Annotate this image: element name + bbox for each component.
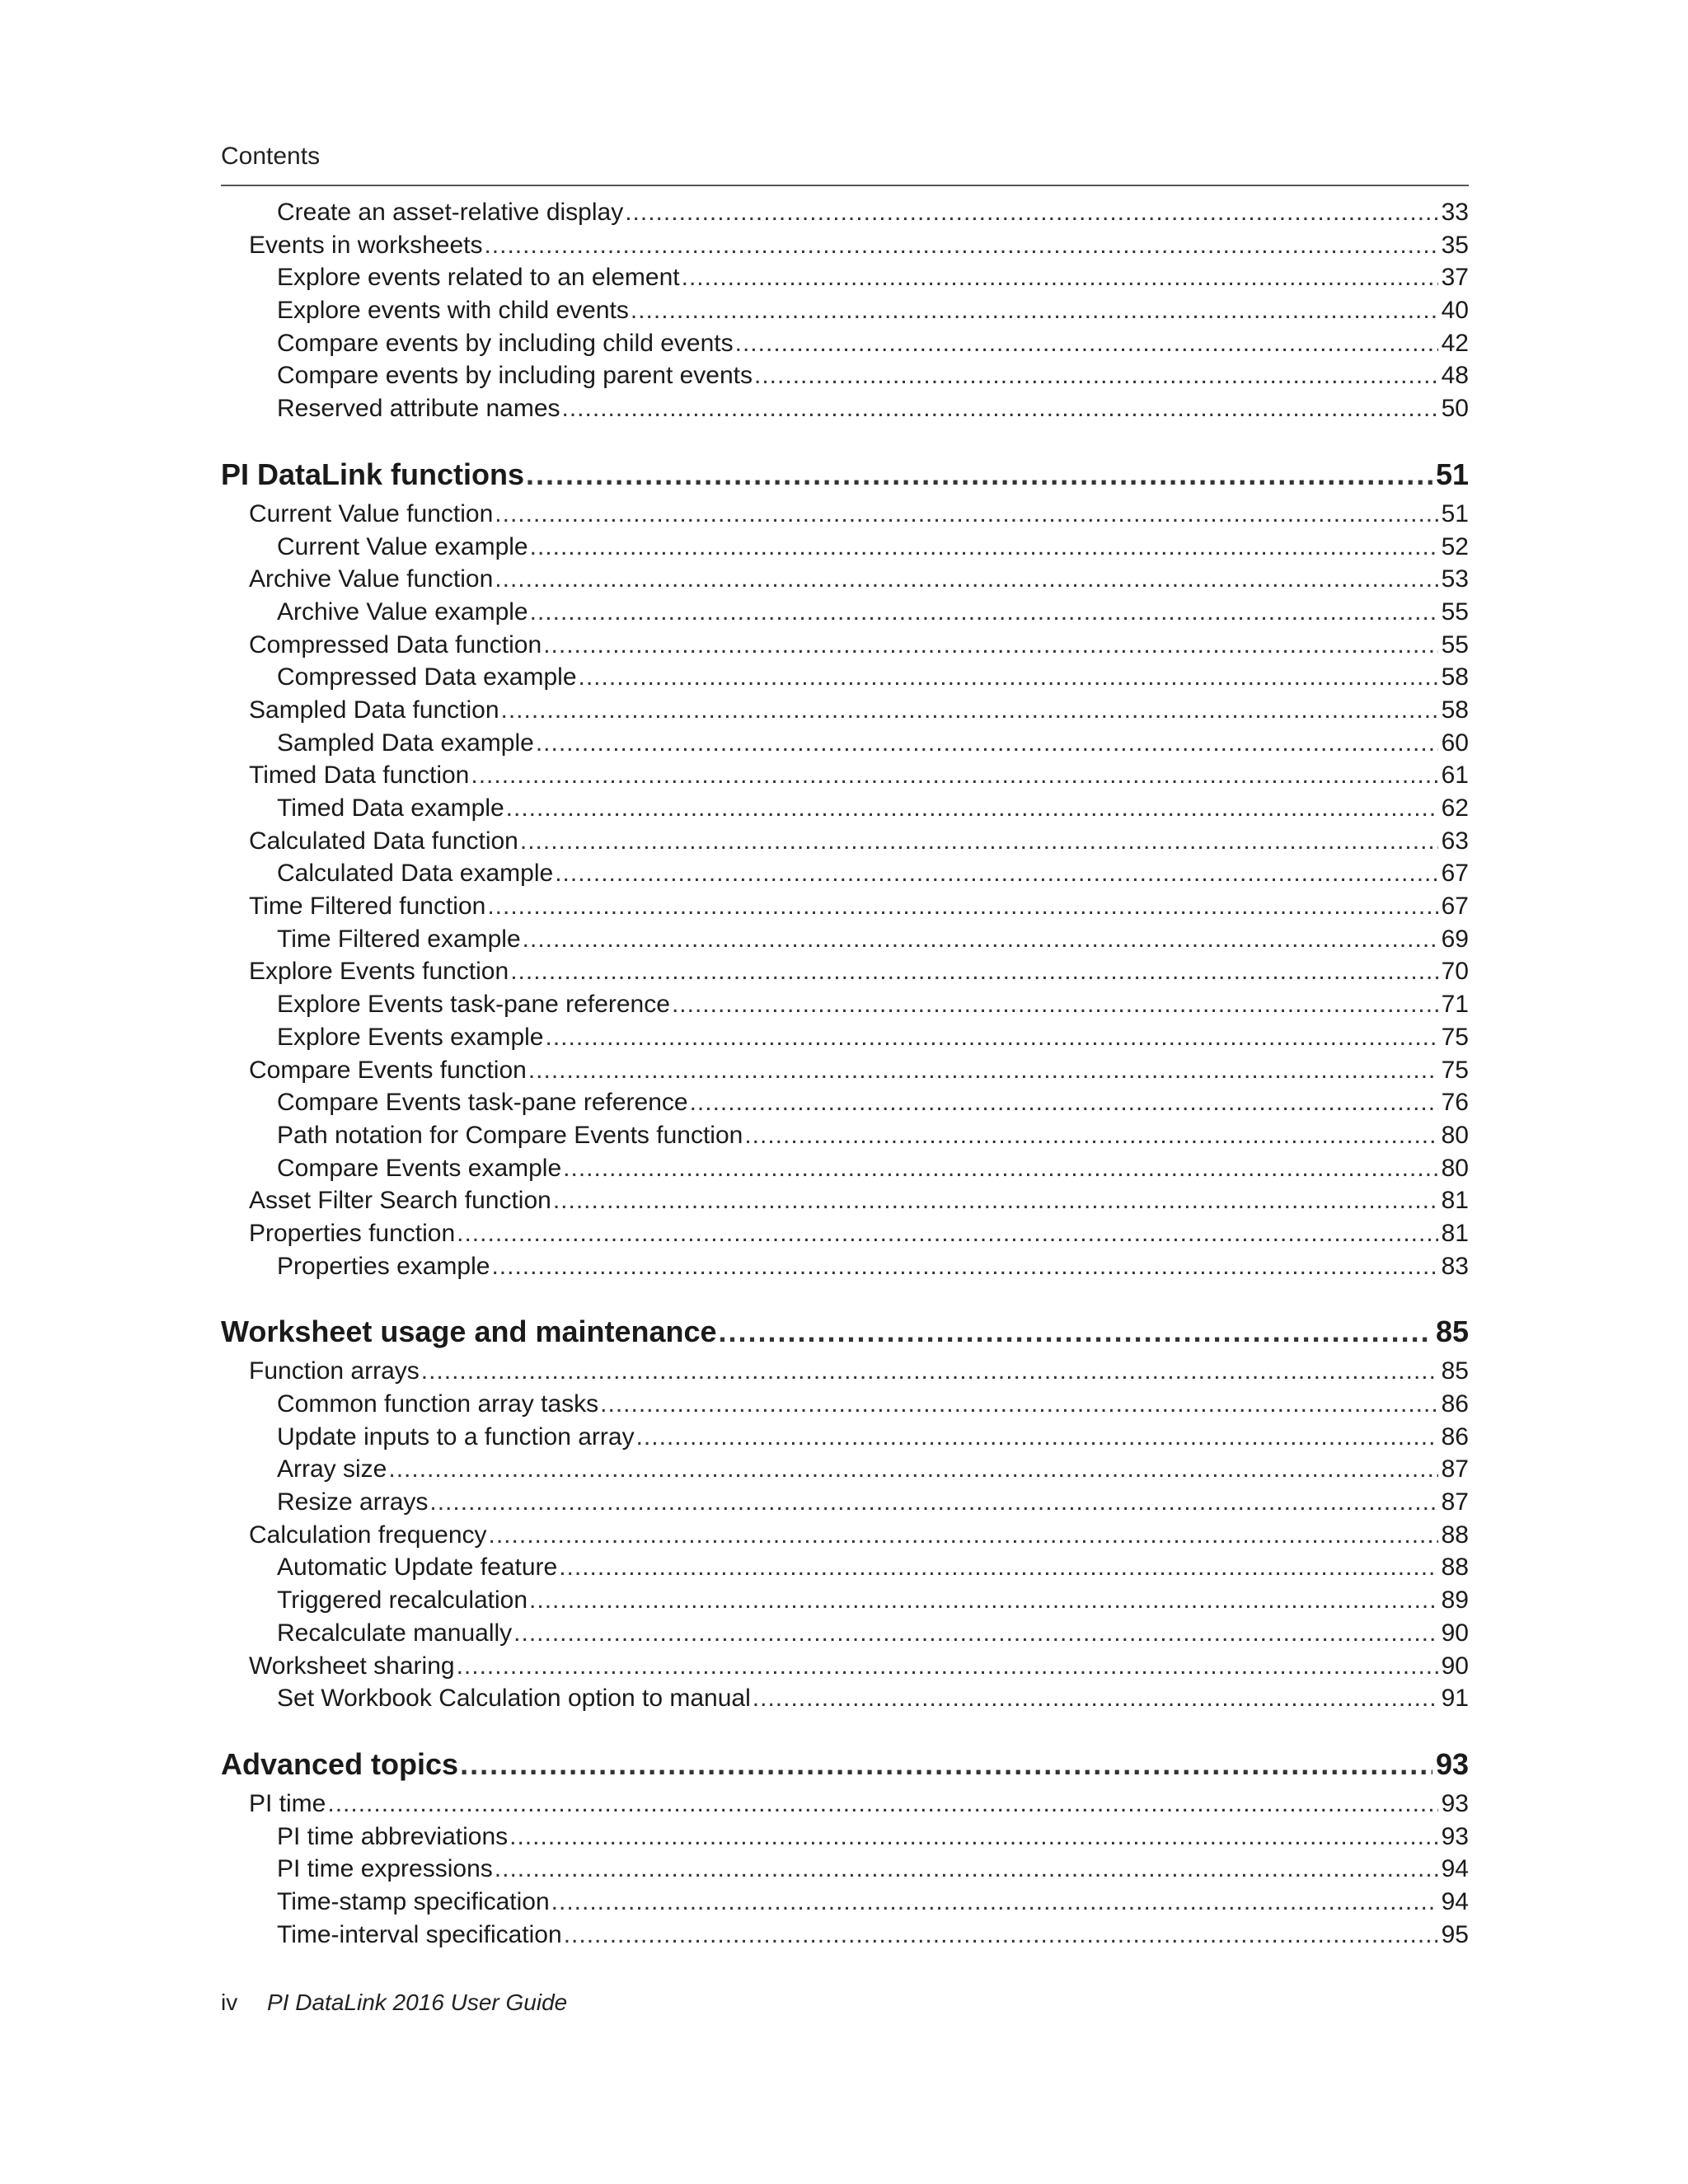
entry-title: Compare events by including child events	[277, 329, 734, 357]
entry-page-number: 95	[1441, 1920, 1469, 1948]
entry-title: Timed Data example	[277, 794, 504, 822]
entry-title: Reserved attribute names	[277, 395, 560, 423]
dot-leader	[526, 453, 1432, 496]
dot-leader	[682, 261, 1438, 294]
entry-page-number: 75	[1441, 1023, 1469, 1051]
toc-section-entry[interactable]	[221, 1650, 1469, 1683]
toc-section-entry[interactable]	[221, 1355, 1469, 1388]
entry-page-number: 61	[1441, 762, 1469, 790]
toc-subsection-entry[interactable]	[221, 1119, 1469, 1152]
entry-title: Create an asset-relative display	[277, 199, 624, 226]
dot-leader	[672, 988, 1438, 1021]
dot-leader	[753, 1682, 1438, 1715]
toc-section-entry[interactable]	[221, 955, 1469, 988]
entry-page-number: 40	[1441, 297, 1469, 325]
dot-leader	[631, 294, 1438, 327]
toc-subsection-entry[interactable]	[221, 1617, 1469, 1650]
dot-leader	[555, 857, 1437, 890]
entry-page-number: 50	[1441, 395, 1469, 423]
entry-page-number: 71	[1441, 991, 1469, 1019]
chapter-page-number: 51	[1435, 457, 1469, 491]
dot-leader	[546, 1021, 1438, 1054]
dot-leader	[528, 1054, 1438, 1087]
toc-subsection-entry[interactable]	[221, 196, 1469, 229]
dot-leader	[509, 1821, 1437, 1854]
entry-title: Sampled Data example	[277, 729, 534, 757]
entry-page-number: 70	[1441, 958, 1469, 986]
entry-page-number: 51	[1441, 499, 1469, 527]
dot-leader	[600, 1388, 1437, 1421]
toc-section-entry[interactable]	[221, 629, 1469, 662]
entry-page-number: 53	[1441, 565, 1469, 593]
entry-page-number: 83	[1441, 1252, 1469, 1280]
toc-subsection-entry[interactable]	[221, 1388, 1469, 1421]
entry-page-number: 80	[1441, 1154, 1469, 1182]
dot-leader	[327, 1788, 1437, 1821]
toc-subsection-entry[interactable]	[221, 1682, 1469, 1715]
dot-leader	[562, 392, 1438, 425]
entry-page-number: 81	[1441, 1219, 1469, 1247]
toc-section-entry[interactable]	[221, 825, 1469, 858]
entry-title: Properties example	[277, 1252, 490, 1280]
entry-page-number: 69	[1441, 925, 1469, 953]
toc-section	[221, 196, 1469, 425]
toc-section-entry[interactable]	[221, 1054, 1469, 1087]
entry-page-number: 90	[1441, 1652, 1469, 1680]
entry-title: Recalculate manually	[277, 1619, 513, 1647]
entry-title: Compare Events function	[249, 1056, 527, 1084]
dot-leader	[471, 759, 1437, 792]
entry-title: Sampled Data function	[249, 696, 499, 724]
entry-title: Explore Events function	[249, 958, 509, 986]
toc-section	[221, 1743, 1469, 1951]
entry-title: Array size	[277, 1455, 387, 1483]
entry-page-number: 67	[1441, 893, 1469, 921]
entry-title: Current Value example	[277, 532, 528, 560]
entry-title: Time-interval specification	[277, 1920, 562, 1948]
toc-section	[221, 1310, 1469, 1715]
entry-page-number: 75	[1441, 1056, 1469, 1084]
toc-subsection-entry[interactable]	[221, 1421, 1469, 1454]
entry-page-number: 37	[1441, 264, 1469, 292]
toc-subsection-entry[interactable]	[221, 531, 1469, 564]
toc-subsection-entry[interactable]	[221, 923, 1469, 956]
entry-page-number: 62	[1441, 794, 1469, 822]
toc-section-entry[interactable]	[221, 890, 1469, 923]
chapter-title: PI DataLink functions	[221, 457, 525, 491]
running-head: Contents	[221, 143, 321, 170]
chapter-page-number: 85	[1435, 1315, 1469, 1349]
dot-leader	[388, 1453, 1437, 1486]
page-footer	[221, 1986, 567, 2019]
chapter-page-number: 93	[1435, 1746, 1469, 1781]
toc-subsection-entry[interactable]	[221, 392, 1469, 425]
entry-title: PI time expressions	[277, 1855, 493, 1883]
entry-page-number: 87	[1441, 1488, 1469, 1516]
entry-page-number: 55	[1441, 630, 1469, 658]
entry-page-number: 48	[1441, 362, 1469, 390]
dot-leader	[553, 1184, 1438, 1217]
dot-leader	[457, 1217, 1437, 1250]
toc-chapter-entry[interactable]	[221, 1310, 1469, 1353]
entry-title: Explore Events task-pane reference	[277, 991, 670, 1019]
dot-leader	[429, 1486, 1437, 1519]
dot-leader	[495, 498, 1437, 531]
toc-subsection-entry[interactable]	[221, 1919, 1469, 1952]
entry-title: Explore events with child events	[277, 297, 629, 325]
entry-page-number: 42	[1441, 329, 1469, 357]
entry-title: Time Filtered function	[249, 893, 486, 921]
entry-page-number: 35	[1441, 231, 1469, 259]
dot-leader	[520, 825, 1438, 858]
entry-page-number: 93	[1441, 1822, 1469, 1850]
entry-page-number: 52	[1441, 532, 1469, 560]
dot-leader	[510, 955, 1437, 988]
entry-page-number: 87	[1441, 1455, 1469, 1483]
header-rule	[221, 185, 1469, 186]
entry-title: Update inputs to a function array	[277, 1422, 635, 1451]
entry-title: Function arrays	[249, 1357, 420, 1385]
entry-page-number: 94	[1441, 1887, 1469, 1915]
toc-subsection-entry[interactable]	[221, 1551, 1469, 1584]
dot-leader	[530, 531, 1438, 564]
entry-title: Calculated Data function	[249, 827, 518, 855]
page-folio: iv	[221, 1990, 238, 2015]
dot-leader	[543, 629, 1437, 662]
dot-leader	[719, 1310, 1432, 1353]
entry-page-number: 67	[1441, 860, 1469, 888]
dot-leader	[489, 1519, 1438, 1552]
toc-chapter-entry[interactable]	[221, 1743, 1469, 1786]
entry-page-number: 93	[1441, 1789, 1469, 1817]
entry-title: Compressed Data example	[277, 663, 577, 691]
dot-leader	[506, 792, 1438, 825]
entry-page-number: 33	[1441, 199, 1469, 226]
entry-title: Time-stamp specification	[277, 1887, 550, 1915]
dot-leader	[457, 1650, 1438, 1683]
toc-subsection-entry[interactable]	[221, 327, 1469, 360]
entry-page-number: 86	[1441, 1390, 1469, 1418]
toc-subsection-entry[interactable]	[221, 1486, 1469, 1519]
toc-subsection-entry[interactable]	[221, 1086, 1469, 1119]
toc-subsection-entry[interactable]	[221, 1453, 1469, 1486]
entry-title: Automatic Update feature	[277, 1554, 558, 1582]
entry-page-number: 85	[1441, 1357, 1469, 1385]
entry-title: Explore events related to an element	[277, 264, 680, 292]
entry-title: Common function array tasks	[277, 1390, 599, 1418]
entry-title: Resize arrays	[277, 1488, 429, 1516]
toc-subsection-entry[interactable]	[221, 1821, 1469, 1854]
entry-title: Archive Value function	[249, 565, 494, 593]
toc-section-entry[interactable]	[221, 1788, 1469, 1821]
entry-page-number: 94	[1441, 1855, 1469, 1883]
dot-leader	[421, 1355, 1438, 1388]
dot-leader	[536, 727, 1438, 760]
table-of-contents	[221, 196, 1469, 1951]
entry-page-number: 58	[1441, 696, 1469, 724]
toc-subsection-entry[interactable]	[221, 1584, 1469, 1617]
entry-page-number: 58	[1441, 663, 1469, 691]
entry-title: Archive Value example	[277, 598, 528, 626]
dot-leader	[735, 327, 1438, 360]
toc-subsection-entry[interactable]	[221, 1152, 1469, 1185]
entry-title: Compare Events example	[277, 1154, 562, 1182]
toc-section-entry[interactable]	[221, 1519, 1469, 1552]
toc-subsection-entry[interactable]	[221, 359, 1469, 392]
entry-title: Calculated Data example	[277, 860, 554, 888]
entry-title: Compare events by including parent events	[277, 362, 753, 390]
dot-leader	[529, 1584, 1438, 1617]
toc-section-entry[interactable]	[221, 694, 1469, 727]
chapter-title: Advanced topics	[221, 1746, 459, 1781]
dot-leader	[523, 923, 1438, 956]
dot-leader	[495, 563, 1437, 596]
toc-subsection-entry[interactable]	[221, 661, 1469, 694]
entry-page-number: 60	[1441, 729, 1469, 757]
dot-leader	[744, 1119, 1437, 1152]
dot-leader	[551, 1886, 1438, 1919]
toc-section-entry[interactable]	[221, 759, 1469, 792]
entry-title: Current Value function	[249, 499, 494, 527]
toc-subsection-entry[interactable]	[221, 1853, 1469, 1886]
dot-leader	[690, 1086, 1438, 1119]
toc-subsection-entry[interactable]	[221, 857, 1469, 890]
toc-subsection-entry[interactable]	[221, 1886, 1469, 1919]
entry-page-number: 89	[1441, 1586, 1469, 1615]
toc-section	[221, 453, 1469, 1283]
dot-leader	[559, 1551, 1437, 1584]
dot-leader	[484, 229, 1437, 262]
entry-title: Compressed Data function	[249, 630, 542, 658]
toc-section-entry[interactable]	[221, 498, 1469, 531]
entry-title: PI time	[249, 1789, 326, 1817]
dot-leader	[579, 661, 1438, 694]
book-title: PI DataLink 2016 User Guide	[267, 1990, 568, 2015]
dot-leader	[564, 1919, 1438, 1952]
entry-title: Asset Filter Search function	[249, 1187, 551, 1215]
entry-title: PI time abbreviations	[277, 1822, 509, 1850]
entry-title: Worksheet sharing	[249, 1652, 455, 1680]
dot-leader	[460, 1743, 1432, 1786]
entry-title: Compare Events task-pane reference	[277, 1089, 688, 1117]
toc-chapter-entry[interactable]	[221, 453, 1469, 496]
toc-section-entry[interactable]	[221, 1184, 1469, 1217]
toc-subsection-entry[interactable]	[221, 1250, 1469, 1283]
toc-subsection-entry[interactable]	[221, 261, 1469, 294]
toc-subsection-entry[interactable]	[221, 294, 1469, 327]
entry-page-number: 91	[1441, 1685, 1469, 1713]
entry-title: Events in worksheets	[249, 231, 483, 259]
toc-section-entry[interactable]	[221, 563, 1469, 596]
entry-title: Calculation frequency	[249, 1521, 487, 1549]
entry-title: Explore Events example	[277, 1023, 544, 1051]
entry-title: Path notation for Compare Events function	[277, 1121, 743, 1149]
entry-title: Set Workbook Calculation option to manual	[277, 1685, 751, 1713]
entry-page-number: 88	[1441, 1521, 1469, 1549]
dot-leader	[487, 890, 1437, 923]
toc-subsection-entry[interactable]	[221, 792, 1469, 825]
entry-page-number: 76	[1441, 1089, 1469, 1117]
dot-leader	[754, 359, 1438, 392]
toc-section-entry[interactable]	[221, 1217, 1469, 1250]
toc-subsection-entry[interactable]	[221, 727, 1469, 760]
toc-subsection-entry[interactable]	[221, 988, 1469, 1021]
entry-title: Triggered recalculation	[277, 1586, 528, 1615]
dot-leader	[625, 196, 1437, 229]
entry-page-number: 63	[1441, 827, 1469, 855]
toc-subsection-entry[interactable]	[221, 1021, 1469, 1054]
toc-section-entry[interactable]	[221, 229, 1469, 262]
entry-page-number: 88	[1441, 1554, 1469, 1582]
toc-subsection-entry[interactable]	[221, 596, 1469, 629]
chapter-title: Worksheet usage and maintenance	[221, 1315, 717, 1349]
dot-leader	[501, 694, 1438, 727]
entry-page-number: 90	[1441, 1619, 1469, 1647]
entry-title: Timed Data function	[249, 762, 470, 790]
entry-page-number: 81	[1441, 1187, 1469, 1215]
dot-leader	[636, 1421, 1438, 1454]
entry-page-number: 55	[1441, 598, 1469, 626]
entry-title: Time Filtered example	[277, 925, 521, 953]
dot-leader	[491, 1250, 1437, 1283]
entry-page-number: 80	[1441, 1121, 1469, 1149]
dot-leader	[495, 1853, 1438, 1886]
dot-leader	[513, 1617, 1437, 1650]
dot-leader	[563, 1152, 1437, 1185]
dot-leader	[530, 596, 1438, 629]
entry-page-number: 86	[1441, 1422, 1469, 1451]
entry-title: Properties function	[249, 1219, 456, 1247]
